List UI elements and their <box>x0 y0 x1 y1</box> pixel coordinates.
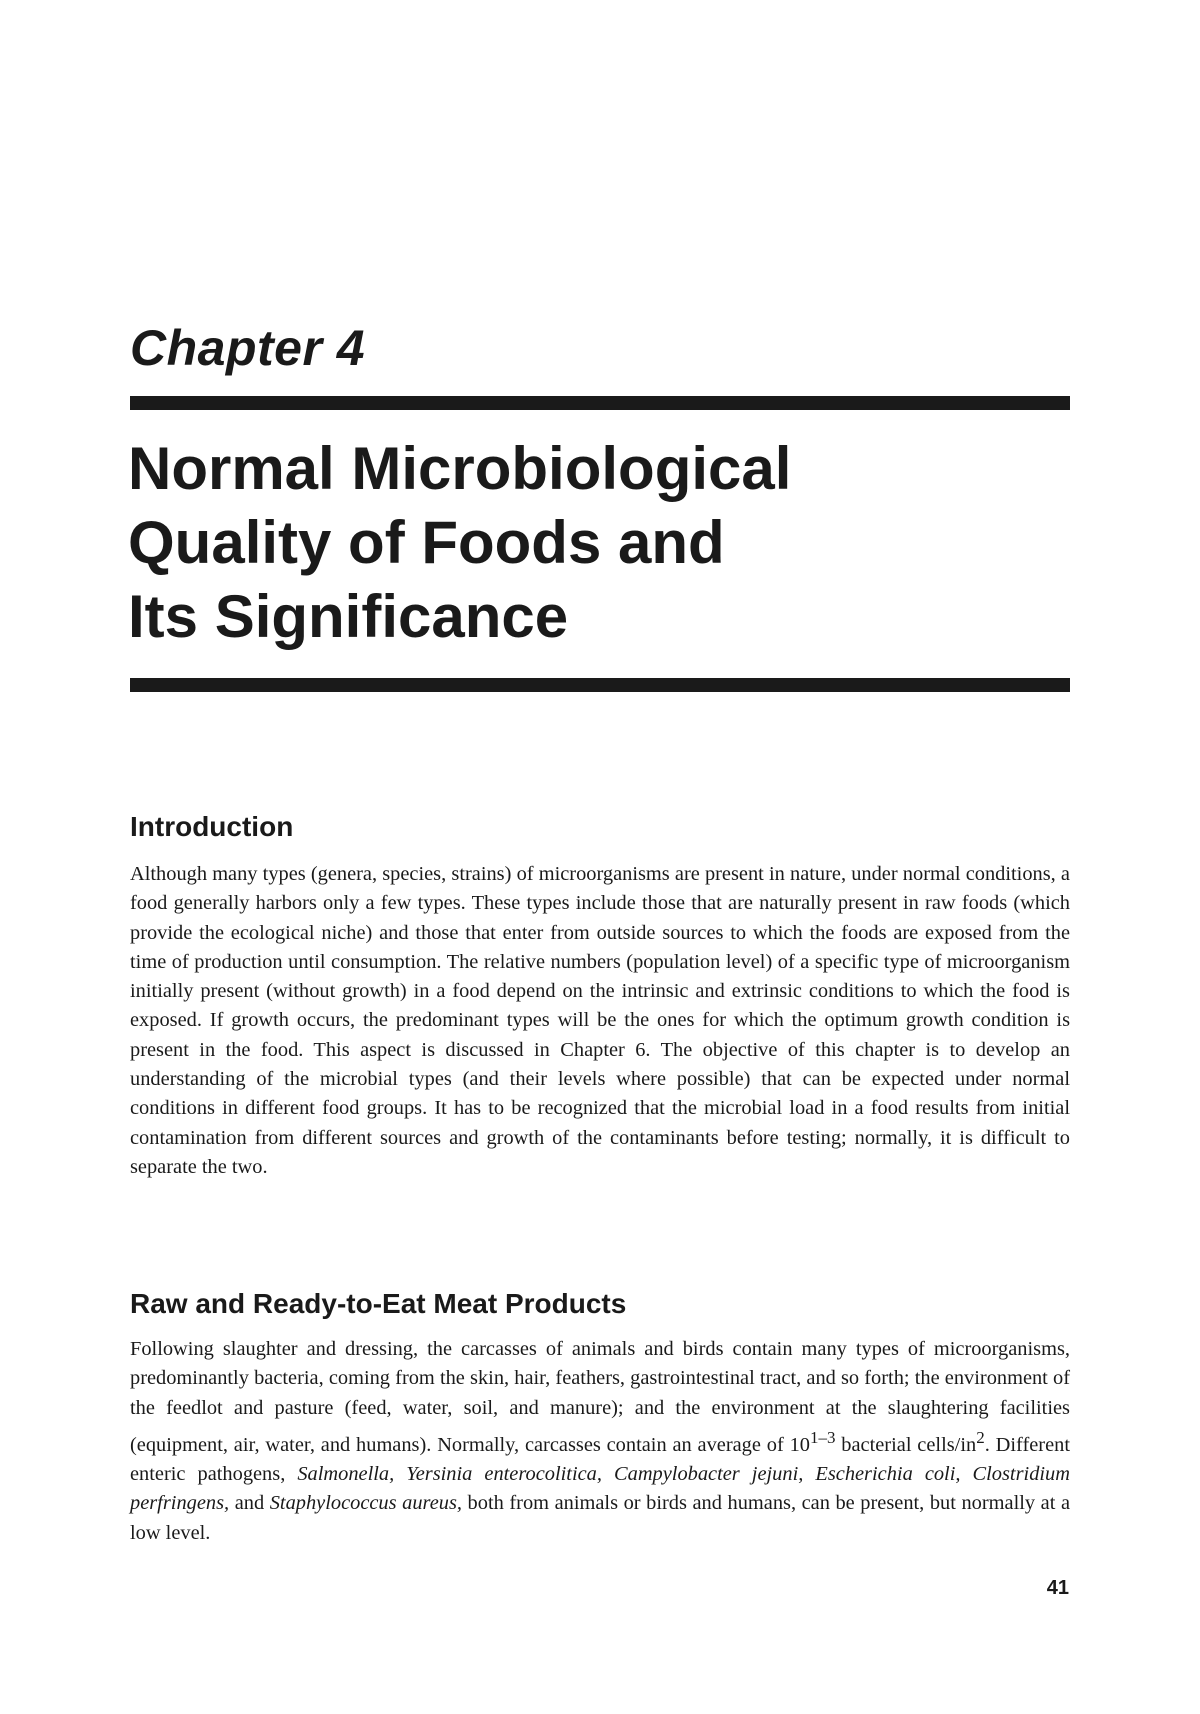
chapter-title-line: Normal Microbiological <box>128 435 792 502</box>
meat-text-4: and <box>229 1492 270 1515</box>
meat-text-2: bacterial cells/in <box>835 1433 977 1456</box>
section-heading-introduction: Introduction <box>130 811 294 842</box>
title-rule-top <box>130 396 1070 410</box>
meat-text-5: both from animals or birds and humans, can be present, but normally at a low level. <box>130 1492 1071 1544</box>
staphylococcus-name: Staphylococcus aureus, <box>269 1492 462 1515</box>
chapter-title-line: Quality of Foods and <box>128 509 725 576</box>
meat-text-3: . Different enteric pathogens, <box>130 1433 1070 1485</box>
pathogen-names: Salmonella, Yersinia enterocolitica, Campylobacter jejuni, Escherichia coli, Clostridium perfringens, <box>130 1462 1070 1515</box>
chapter-title-line: Its Significance <box>128 583 569 650</box>
meat-text-1: Following slaughter and dressing, the carcasses of animals and birds contain many types of microorganisms, predominantly bacteria, coming from the skin, hair, feathers, gastrointestinal tract, and so forth; the environment of the feedlot and pasture (feed, water, soil, and manure); and the environment at the slaughtering facilities (equipment, air, water, and humans). Normally, carcasses contain an average of 10 <box>130 1338 1070 1456</box>
page-number: 41 <box>1046 1577 1069 1599</box>
section-heading-meat-products: Raw and Ready-to-Eat Meat Products <box>130 1288 627 1319</box>
exponent-square: 2 <box>976 1427 985 1447</box>
exponent-range: 1–3 <box>809 1427 836 1447</box>
chapter-label: Chapter 4 <box>130 320 366 376</box>
meat-products-paragraph <box>130 1335 1070 1548</box>
introduction-paragraph: Although many types (genera, species, strains) of microorganisms are present in nature, under normal conditions, a food generally harbors only a few types. These types include those that are naturally present in raw foods (which provide the ecological niche) and those that enter from outside sources to which the foods are exposed from the time of production until consumption. The relative numbers (population level) of a specific type of microorganism initially present (without growth) in a food depend on the intrinsic and extrinsic conditions to which the food is exposed. If growth occurs, the predominant types will be the ones for which the optimum growth condition is present in the food. This aspect is discussed in Chapter 6. The objective of this chapter is to develop an understanding of the microbial types (and their levels where possible) that can be expected under normal conditions in different food groups. It has to be recognized that the microbial load in a food results from initial contamination from different sources and growth of the contaminants before testing; normally, it is difficult to separate the two. <box>130 863 1070 1178</box>
title-rule-bottom <box>130 678 1070 692</box>
chapter-title <box>128 432 1068 654</box>
